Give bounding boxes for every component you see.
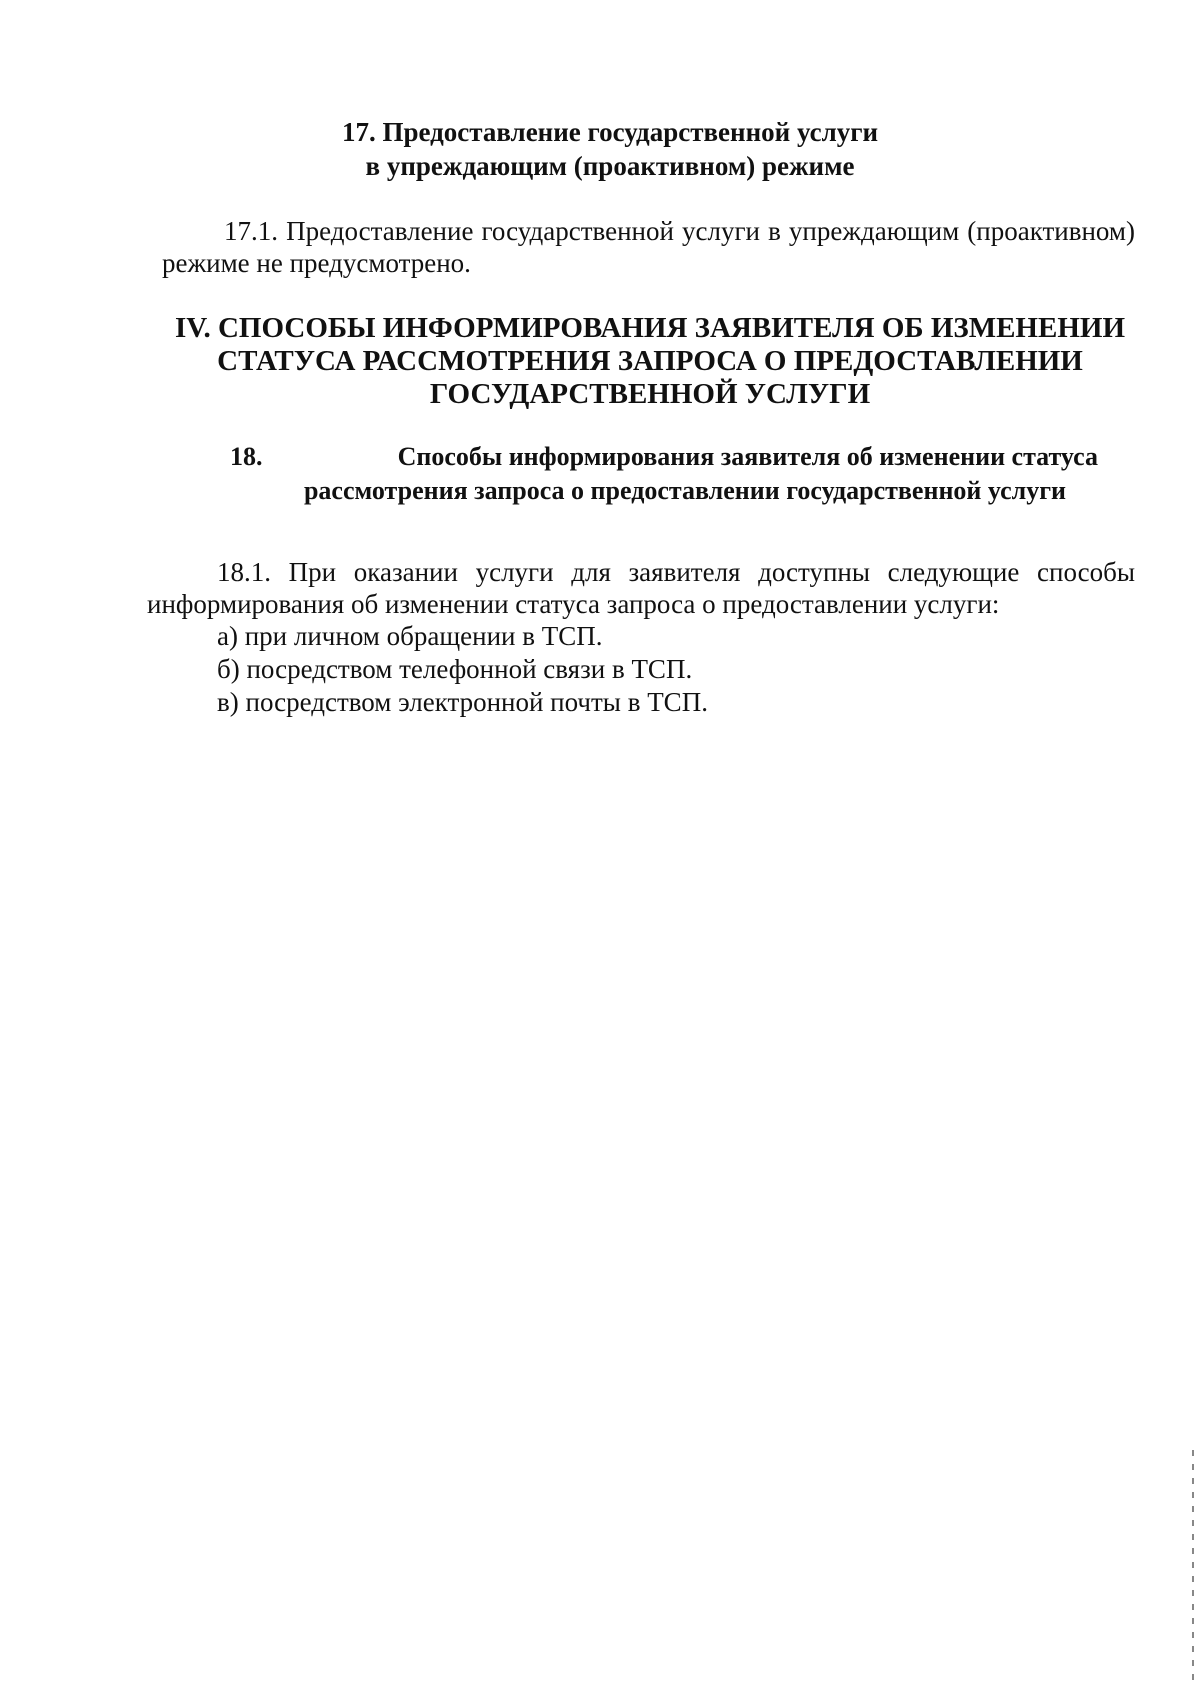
methods-list [217, 620, 1117, 719]
section-18-heading [230, 440, 1110, 508]
list-item: а) при личном обращении в ТСП. [217, 621, 603, 651]
section-iv-title-line1: IV. СПОСОБЫ ИНФОРМИРОВАНИЯ ЗАЯВИТЕЛЯ ОБ ИЗМЕНЕНИИ [174, 312, 1126, 344]
paragraph-17-1: 17.1. Предоставление государственной услуги в упреждающим (проактивном) режиме не предусмотрено. [162, 216, 1135, 278]
section-iv-title-line3: ГОСУДАРСТВЕННОЙ УСЛУГИ [429, 378, 871, 410]
section-iv-title [160, 312, 1140, 411]
section-17-heading [300, 115, 920, 183]
list-item: б) посредством телефонной связи в ТСП. [217, 654, 693, 684]
list-item: в) посредством электронной почты в ТСП. [217, 687, 708, 717]
paragraph-18-1: 18.1. При оказании услуги для заявителя доступны следующие способы информирования об изменении статуса запроса о предоставлении услуги: [147, 557, 1135, 619]
section-17-heading-line2: в упреждающим (проактивном) режиме [365, 151, 855, 181]
scan-edge-mark [1192, 1450, 1194, 1680]
section-iv-title-line2: СТАТУСА РАССМОТРЕНИЯ ЗАПРОСА О ПРЕДОСТАВЛЕНИИ [217, 345, 1083, 377]
section-18-heading-line1: Способы информирования заявителя об изменении статуса [397, 442, 1098, 471]
section-17-heading-line1: 17. Предоставление государственной услуги [341, 117, 879, 147]
section-18-number: 18. [230, 442, 263, 471]
section-18-heading-line2: рассмотрения запроса о предоставлении государственной услуги [303, 476, 1067, 505]
